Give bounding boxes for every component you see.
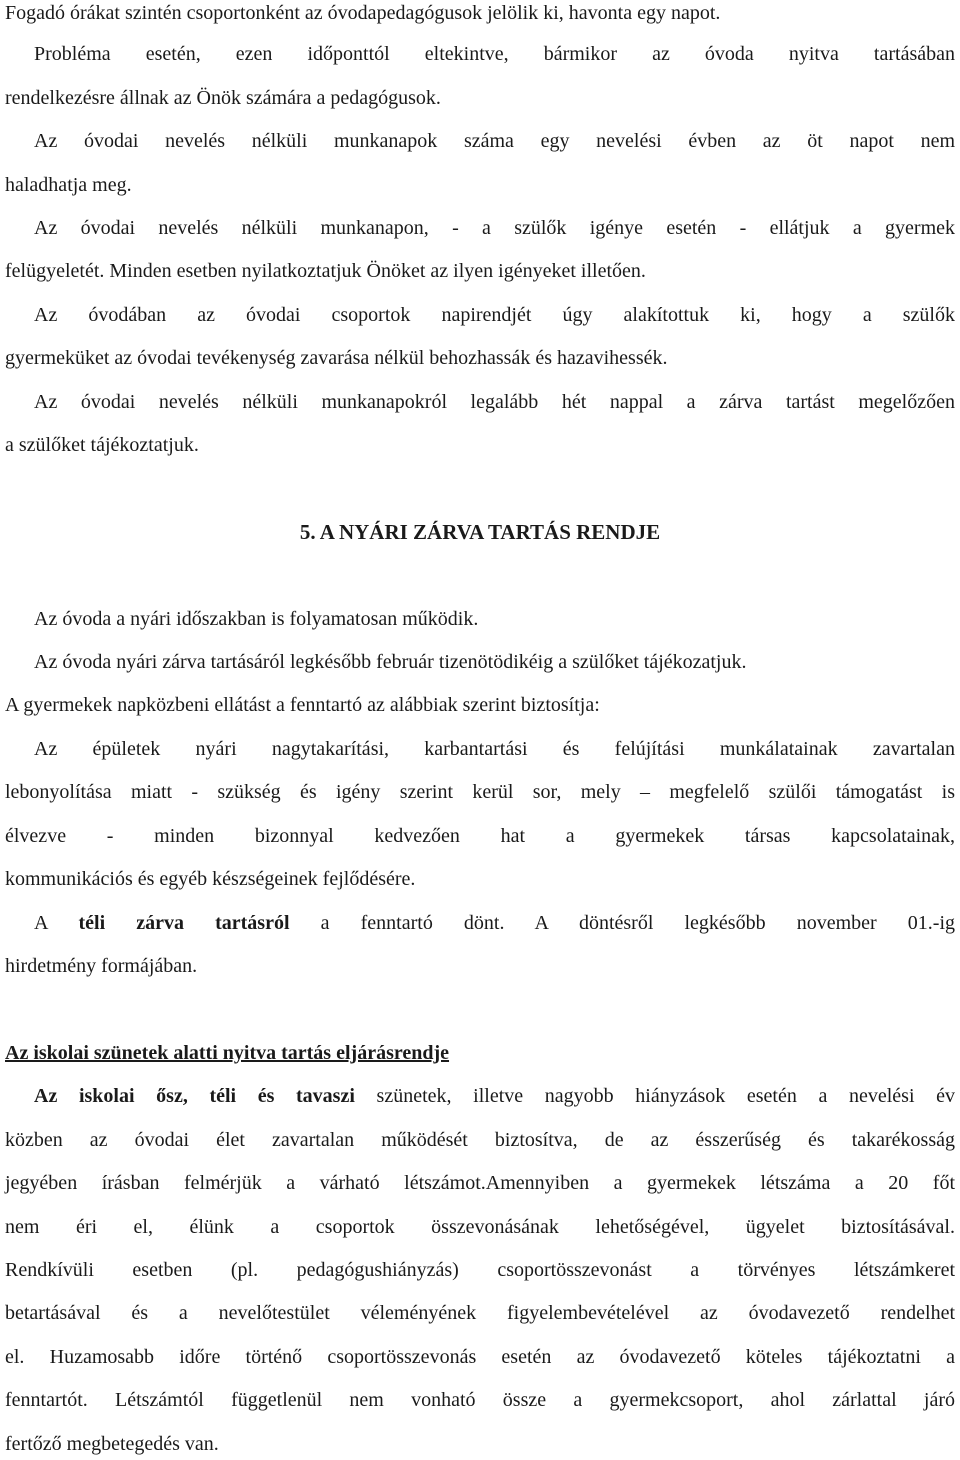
text-line: Az óvoda a nyári időszakban is folyamatosan működik.	[34, 608, 479, 630]
text-line: Az óvodában az óvodai csoportok napirendjét úgy alakítottuk ki, hogy a szülők	[34, 304, 955, 326]
text-line: kommunikációs és egyéb készségeinek fejlődésére.	[5, 868, 416, 890]
winter-rest: a fenntartó dönt. A döntésről legkésőbb november 01.-ig	[320, 912, 956, 934]
text-line: A gyermekek napközbeni ellátást a fenntartó az alábbiak szerint biztosítja:	[5, 694, 600, 716]
school-holiday-title: Az iskolai szünetek alatti nyitva tartás eljárásrendje	[5, 1042, 450, 1064]
section-title: 5. A NYÁRI ZÁRVA TARTÁS RENDJE	[299, 520, 661, 544]
text-line: Az óvodai nevelés nélküli munkanapokról legalább hét nappal a zárva tartást megelőzően	[34, 391, 955, 413]
text-line: Fogadó órákat szintén csoportonként az óvodapedagógusok jelölik ki, havonta egy napot.	[5, 2, 721, 24]
text-line: fenntartót. Létszámtól függetlenül nem vonható össze a gyermekcsoport, ahol zárlattal járó	[5, 1389, 955, 1411]
text-line: Az óvoda nyári zárva tartásáról legkésőbb február tizenötödikéig a szülőket tájékozatjuk.	[34, 651, 747, 673]
text-line: gyermeküket az óvodai tevékenység zavarása nélkül behozhassák és hazavihessék.	[5, 347, 668, 369]
text-line: haladhatja meg.	[5, 174, 132, 196]
text-line: Az óvodai nevelés nélküli munkanapok száma egy nevelési évben az öt napot nem	[34, 130, 955, 152]
text-line: nem éri el, élünk a csoportok összevonásának lehetőségével, ügyelet biztosításával.	[5, 1216, 955, 1238]
text-line: jegyében írásban felmérjük a várható létszámot.Amennyiben a gyermekek létszáma a 20 főt	[5, 1172, 955, 1194]
text-line: betartásával és a nevelőtestület véleményének figyelembevételével az óvodavezető rendelhet	[5, 1302, 955, 1324]
text-line: a szülőket tájékoztatjuk.	[5, 434, 199, 456]
text-line: élvezve - minden bizonnyal kedvezően hat a gyermekek társas kapcsolatainak,	[5, 825, 955, 847]
winter-a: A	[34, 912, 48, 934]
text-line: Probléma esetén, ezen időponttól eltekintve, bármikor az óvoda nyitva tartásában	[34, 43, 955, 65]
school-rest: szünetek, illetve nagyobb hiányzások esetén a nevelési év	[376, 1085, 956, 1107]
text-line: Az épületek nyári nagytakarítási, karbantartási és felújítási munkálatainak zavartalan	[34, 738, 955, 760]
text-line: fertőző megbetegedés van.	[5, 1433, 219, 1455]
winter-bold: téli zárva tartásról	[78, 912, 290, 934]
text-line: közben az óvodai élet zavartalan működését biztosítva, de az ésszerűség és takarékosság	[5, 1129, 955, 1151]
text-line: el. Huzamosabb időre történő csoportösszevonás esetén az óvodavezető köteles tájékoztatni a	[5, 1346, 955, 1368]
winter-closing-line	[5, 908, 955, 938]
text-line: hirdetmény formájában.	[5, 955, 198, 977]
text-line: Rendkívüli esetben (pl. pedagógushiányzás) csoportösszevonást a törvényes létszámkeret	[5, 1259, 955, 1281]
text-line: felügyeletét. Minden esetben nyilatkoztatjuk Önöket az ilyen igényeket illetően.	[5, 260, 646, 282]
text-line: Az óvodai nevelés nélküli munkanapon, - a szülők igénye esetén - ellátjuk a gyermek	[34, 217, 955, 239]
text-line: rendelkezésre állnak az Önök számára a pedagógusok.	[5, 87, 441, 109]
school-bold: Az iskolai ősz, téli és tavaszi	[34, 1085, 355, 1107]
school-first-line	[5, 1081, 955, 1111]
text-line: lebonyolítása miatt - szükség és igény szerint kerül sor, mely – megfelelő szülői támogatást is	[5, 781, 955, 803]
